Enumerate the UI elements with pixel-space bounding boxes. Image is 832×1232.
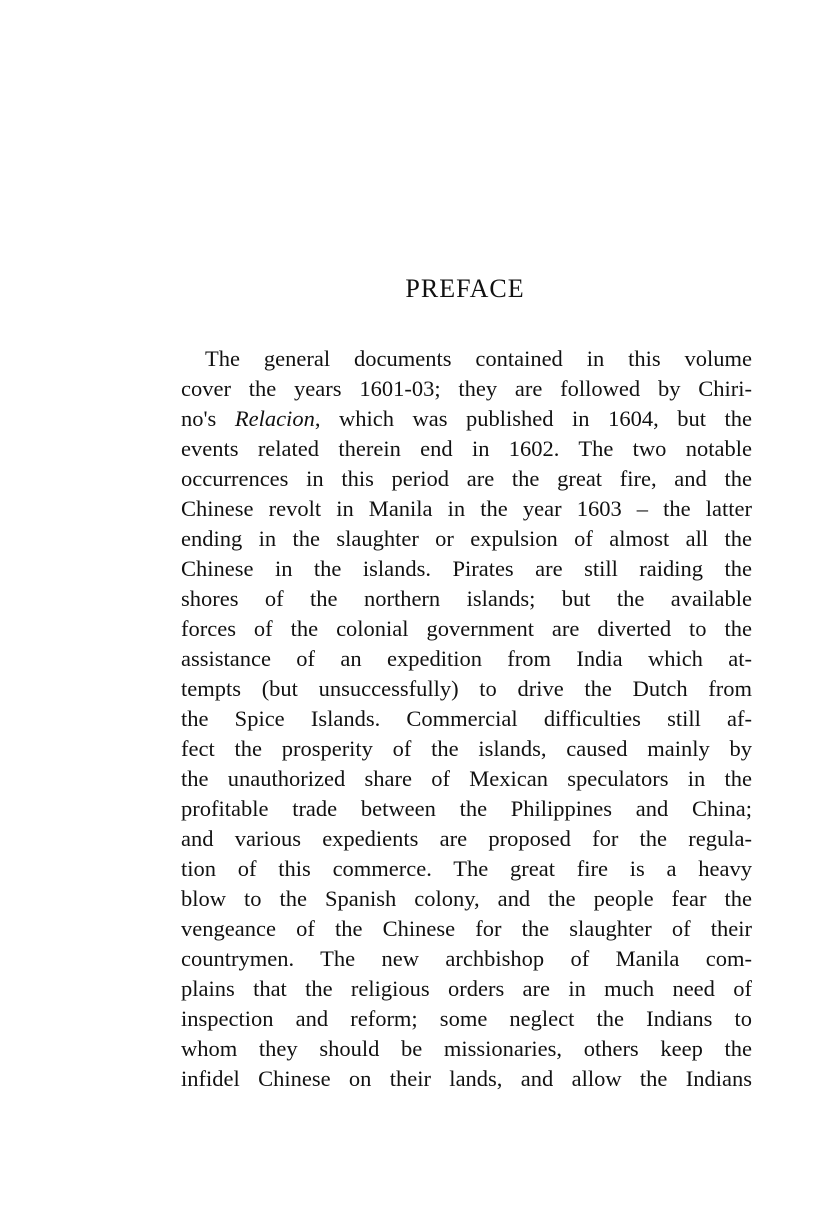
preface-body (181, 344, 752, 1094)
text-line: inspection and reform; some neglect the Indians to (181, 1006, 752, 1031)
text-line: Chinese in the islands. Pirates are still raiding the (181, 556, 752, 581)
text-line: Chinese revolt in Manila in the year 1603 – the latter (181, 496, 752, 521)
text-line: the Spice Islands. Commercial difficulties still af- (181, 706, 752, 731)
text-line: fect the prosperity of the islands, caused mainly by (181, 736, 752, 761)
text-line: assistance of an expedition from India which at- (181, 646, 752, 671)
text-line: The general documents contained in this volume (205, 346, 752, 371)
text-line: the unauthorized share of Mexican speculators in the (181, 766, 752, 791)
page-heading: PREFACE (405, 274, 525, 303)
text-line: and various expedients are proposed for the regula- (181, 826, 752, 851)
text-line: events related therein end in 1602. The two notable (181, 436, 752, 461)
text-line: forces of the colonial government are diverted to the (181, 616, 752, 641)
text-line: plains that the religious orders are in much need of (181, 976, 752, 1001)
text-line: blow to the Spanish colony, and the people fear the (181, 886, 752, 911)
text-line: infidel Chinese on their lands, and allow the Indians (181, 1066, 752, 1091)
text-line: tempts (but unsuccessfully) to drive the Dutch from (181, 676, 752, 701)
text-line: vengeance of the Chinese for the slaughter of their (181, 916, 752, 941)
text-line: tion of this commerce. The great fire is a heavy (181, 856, 752, 881)
text-line: ending in the slaughter or expulsion of almost all the (181, 526, 752, 551)
text-line: profitable trade between the Philippines and China; (181, 796, 752, 821)
text-line: whom they should be missionaries, others keep the (181, 1036, 752, 1061)
italic-title: Relacion (234, 406, 315, 431)
text-line: occurrences in this period are the great fire, and the (181, 466, 752, 491)
text-line: countrymen. The new archbishop of Manila com- (181, 946, 752, 971)
text-line: shores of the northern islands; but the available (181, 586, 752, 611)
text-line-with-italic-title: no's Relacion, which was published in 1604, but the (181, 406, 752, 431)
text-line: cover the years 1601-03; they are followed by Chiri- (181, 376, 752, 401)
